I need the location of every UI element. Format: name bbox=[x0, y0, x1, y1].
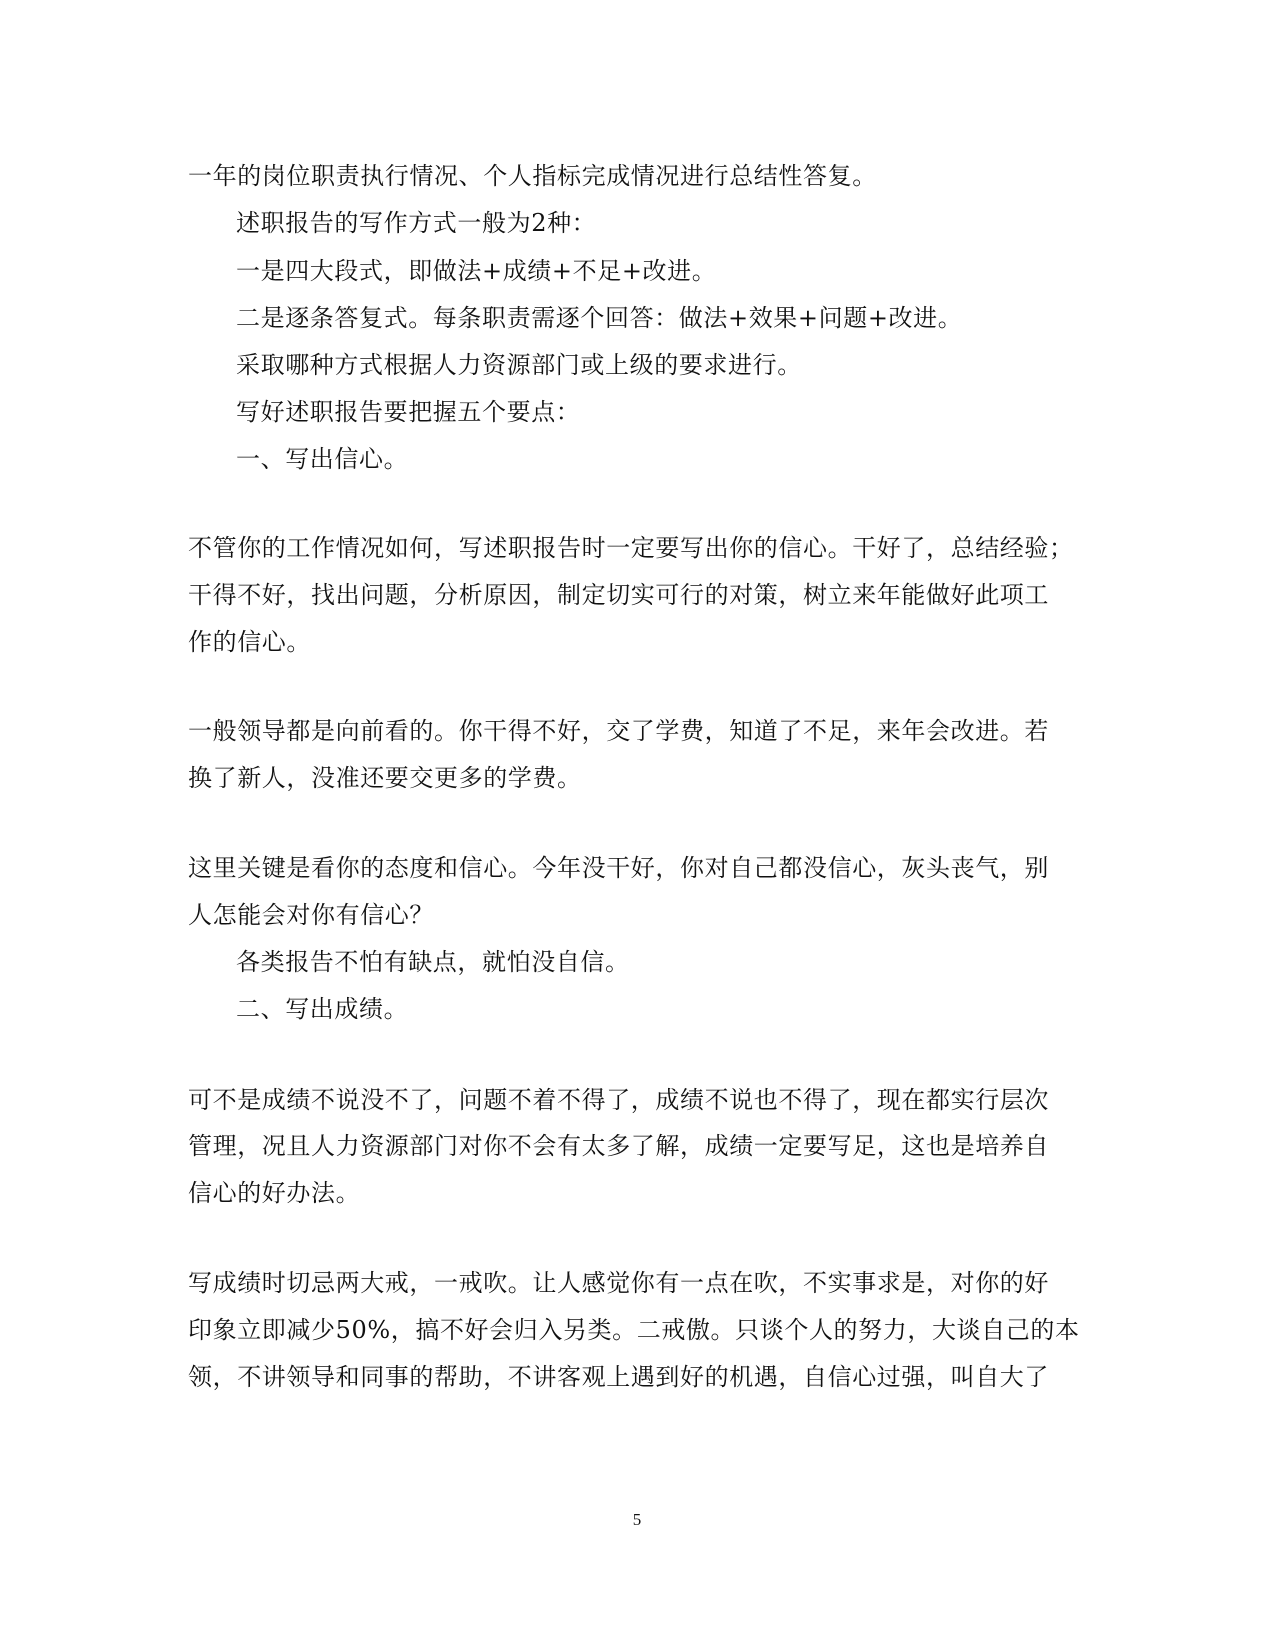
text-line-15: 各类报告不怕有缺点，就怕没自信。 bbox=[236, 948, 630, 976]
text-line-1: 一年的岗位职责执行情况、个人指标完成情况进行总结性答复。 bbox=[188, 162, 877, 190]
text-line-10: 作的信心。 bbox=[188, 628, 311, 656]
text-line-11: 一般领导都是向前看的。你干得不好，交了学费，知道了不足，来年会改进。若 bbox=[188, 717, 1049, 745]
page-number: 5 bbox=[632, 1510, 642, 1529]
text-line-20: 写成绩时切忌两大戒，一戒吹。让人感觉你有一点在吹，不实事求是，对你的好 bbox=[188, 1269, 1049, 1297]
text-line-21: 印象立即减少50%，搞不好会归入另类。二戒傲。只谈个人的努力，大谈自己的本 bbox=[188, 1316, 1080, 1344]
text-line-14: 人怎能会对你有信心？ bbox=[188, 901, 434, 929]
section-heading-1: 一、写出信心。 bbox=[236, 445, 409, 473]
text-line-17: 可不是成绩不说没不了，问题不着不得了，成绩不说也不得了，现在都实行层次 bbox=[188, 1086, 1049, 1114]
text-line-3: 一是四大段式，即做法+成绩+不足+改进。 bbox=[236, 257, 717, 285]
section-heading-2: 二、写出成绩。 bbox=[236, 995, 409, 1023]
text-line-12: 换了新人，没准还要交更多的学费。 bbox=[188, 764, 582, 792]
text-line-18: 管理，况且人力资源部门对你不会有太多了解，成绩一定要写足，这也是培养自 bbox=[188, 1132, 1049, 1160]
text-line-5: 采取哪种方式根据人力资源部门或上级的要求进行。 bbox=[236, 351, 802, 379]
text-line-19: 信心的好办法。 bbox=[188, 1179, 361, 1207]
text-line-2: 述职报告的写作方式一般为2种： bbox=[236, 209, 597, 237]
text-line-4: 二是逐条答复式。每条职责需逐个回答：做法+效果+问题+改进。 bbox=[236, 304, 963, 332]
text-line-6: 写好述职报告要把握五个要点： bbox=[236, 398, 581, 426]
text-line-13: 这里关键是看你的态度和信心。今年没干好，你对自己都没信心，灰头丧气，别 bbox=[188, 854, 1049, 882]
text-line-22: 领，不讲领导和同事的帮助，不讲客观上遇到好的机遇，自信心过强，叫自大了 bbox=[188, 1363, 1049, 1391]
text-line-9: 干得不好，找出问题，分析原因，制定切实可行的对策，树立来年能做好此项工 bbox=[188, 581, 1049, 609]
text-line-8: 不管你的工作情况如何，写述职报告时一定要写出你的信心。干好了，总结经验； bbox=[188, 534, 1074, 562]
